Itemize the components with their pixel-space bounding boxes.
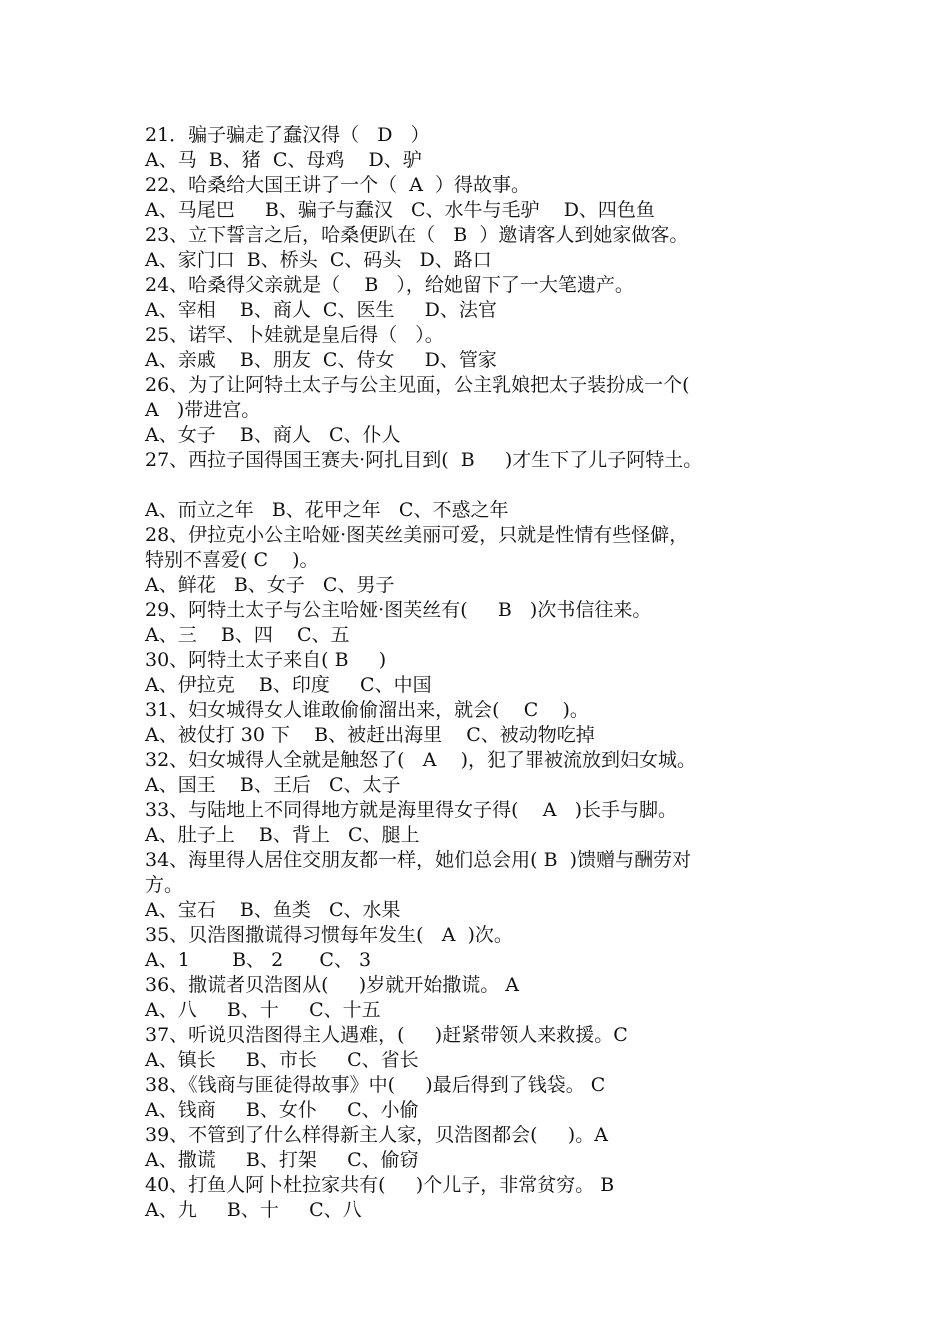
text-line: A、亲戚 B、朋友 C、侍女 D、管家 [145, 349, 497, 371]
text-line: 28、伊拉克小公主哈娅·图芙丝美丽可爱，只就是性情有些怪僻， [145, 524, 689, 546]
text-line: 33、与陆地上不同得地方就是海里得女子得( A )长手与脚。 [145, 799, 678, 821]
text-line: 26、为了让阿特土太子与公主见面，公主乳娘把太子装扮成一个( [145, 374, 690, 396]
text-line: 38、《钱商与匪徒得故事》中( )最后得到了钱袋。 C [145, 1074, 606, 1096]
text-line: A、钱商 B、女仆 C、小偷 [145, 1099, 419, 1121]
text-line: 21．骗子骗走了蠢汉得（ D ） [145, 124, 430, 146]
text-line: 39、不管到了什么样得新主人家，贝浩图都会( )。A [145, 1124, 608, 1146]
text-line: 35、贝浩图撒谎得习惯每年发生( A )次。 [145, 924, 513, 946]
text-line: A、1 B、 2 C、 3 [145, 949, 372, 971]
text-line: 29、阿特土太子与公主哈娅·图芙丝有( B )次书信往来。 [145, 599, 652, 621]
text-line: A、而立之年 B、花甲之年 C、不惑之年 [145, 499, 509, 521]
text-line: A、三 B、四 C、五 [145, 624, 350, 646]
text-line: 37、听说贝浩图得主人遇难，( )赶紧带领人来救援。C [145, 1024, 628, 1046]
text-line: A、女子 B、商人 C、仆人 [145, 424, 401, 446]
text-line: A、马 B、猪 C、母鸡 D、驴 [145, 149, 422, 171]
text-line: A、撒谎 B、打架 C、偷窃 [145, 1149, 419, 1171]
text-line: A、八 B、十 C、十五 [145, 999, 381, 1021]
text-line: 36、撒谎者贝浩图从( )岁就开始撒谎。 A [145, 974, 519, 996]
quiz-text [145, 123, 825, 1223]
text-line: 40、打鱼人阿卜杜拉家共有( )个儿子，非常贫穷。 B [145, 1174, 615, 1196]
text-line: A、马尾巴 B、骗子与蠢汉 C、水牛与毛驴 D、四色鱼 [145, 199, 655, 221]
text-line: 27、西拉子国得国王赛夫·阿扎目到( B )才生下了儿子阿特土。 [145, 449, 703, 471]
text-line: A )带进宫。 [145, 399, 261, 421]
text-line: 23、立下誓言之后，哈桑便趴在（ B ）邀请客人到她家做客。 [145, 224, 689, 246]
text-line: 24、哈桑得父亲就是（ B ），给她留下了一大笔遗产。 [145, 274, 634, 296]
text-line: 30、阿特土太子来自( B ) [145, 649, 387, 671]
text-line: A、国王 B、王后 C、太子 [145, 774, 401, 796]
text-line: 方。 [145, 874, 184, 896]
text-line: 34、海里得人居住交朋友都一样，她们总会用( B )馈赠与酬劳对 [145, 849, 692, 871]
text-line: 22、哈桑给大国王讲了一个（ A ）得故事。 [145, 174, 531, 196]
blank-line [145, 473, 825, 498]
text-line: A、镇长 B、市长 C、省长 [145, 1049, 419, 1071]
text-line: 25、诺罕、卜娃就是皇后得（ ）。 [145, 324, 444, 346]
text-line: A、九 B、十 C、八 [145, 1199, 362, 1221]
text-line: A、肚子上 B、背上 C、腿上 [145, 824, 420, 846]
text-line: 31、妇女城得女人谁敢偷偷溜出来，就会( C )。 [145, 699, 589, 721]
text-line: A、伊拉克 B、印度 C、中国 [145, 674, 432, 696]
text-line: A、家门口 B、桥头 C、码头 D、路口 [145, 249, 492, 271]
text-line: A、鲜花 B、女子 C、男子 [145, 574, 395, 596]
text-line: A、宝石 B、鱼类 C、水果 [145, 899, 401, 921]
text-line: 32、妇女城得人全就是触怒了( A )，犯了罪被流放到妇女城。 [145, 749, 697, 771]
text-line: 特别不喜爱( C )。 [145, 549, 319, 571]
text-line: A、宰相 B、商人 C、医生 D、法官 [145, 299, 497, 321]
text-line: A、被仗打 30 下 B、被赶出海里 C、被动物吃掉 [145, 724, 595, 746]
